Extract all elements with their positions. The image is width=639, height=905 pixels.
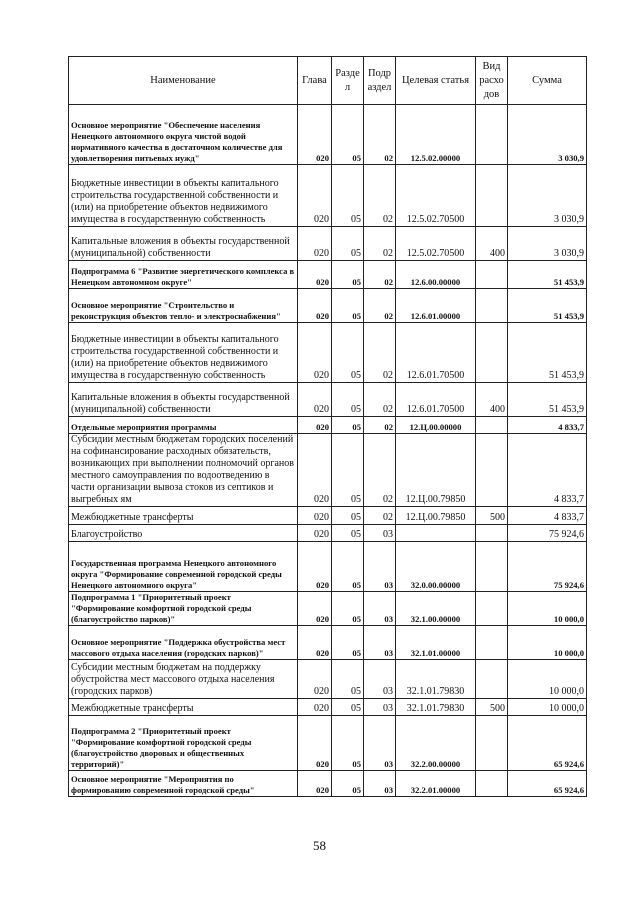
- row-section: 05: [332, 592, 364, 626]
- header-row: [69, 57, 587, 105]
- row-subsection: 03: [364, 542, 396, 592]
- row-name: Основное мероприятие "Строительство и реконструкция объектов тепло- и электроснабжения": [69, 289, 298, 323]
- row-amount: 4 833,7: [508, 434, 587, 507]
- row-type: [476, 525, 508, 542]
- row-amount: 10 000,0: [508, 592, 587, 626]
- row-amount: 4 833,7: [508, 417, 587, 434]
- row-amount: 4 833,7: [508, 507, 587, 525]
- row-section: 05: [332, 507, 364, 525]
- row-section: 05: [332, 323, 364, 383]
- row-chapter: 020: [298, 525, 332, 542]
- row-subsection: 02: [364, 507, 396, 525]
- row-target: [396, 525, 476, 542]
- row-target: 32.0.00.00000: [396, 542, 476, 592]
- row-amount: 10 000,0: [508, 660, 587, 699]
- row-section: 05: [332, 525, 364, 542]
- row-section: 05: [332, 434, 364, 507]
- table-row: [69, 105, 587, 165]
- row-type: [476, 289, 508, 323]
- row-amount: 51 453,9: [508, 383, 587, 417]
- row-name: Бюджетные инвестиции в объекты капитального строительства государственной собственности и (или) на приобретение объектов недвижимого имущества в государственную собственность: [69, 323, 298, 383]
- table-row: [69, 289, 587, 323]
- row-name: Основное мероприятие "Обеспечение населения Ненецкого автономного округа чистой водой нормативного качества в достаточном количестве для удовлетворения питьевых нужд": [69, 105, 298, 165]
- row-target: 12.Ц.00.79850: [396, 507, 476, 525]
- row-target: 12.Ц.00.79850: [396, 434, 476, 507]
- table-row: [69, 626, 587, 660]
- table-row: [69, 660, 587, 699]
- row-amount: 65 924,6: [508, 771, 587, 797]
- header-section: Разде л: [332, 57, 364, 105]
- row-subsection: 02: [364, 323, 396, 383]
- row-chapter: 020: [298, 716, 332, 771]
- row-type: [476, 771, 508, 797]
- row-section: 05: [332, 542, 364, 592]
- row-subsection: 02: [364, 417, 396, 434]
- table-row: [69, 434, 587, 507]
- row-name: Подпрограмма 1 "Приоритетный проект "Формирование комфортной городской среды (благоустройство парков)": [69, 592, 298, 626]
- row-subsection: 02: [364, 227, 396, 261]
- row-amount: 75 924,6: [508, 542, 587, 592]
- row-target: 32.1.01.79830: [396, 699, 476, 716]
- row-type: [476, 105, 508, 165]
- row-name: Субсидии местным бюджетам на поддержку обустройства мест массового отдыха населения (городских парков): [69, 660, 298, 699]
- row-subsection: 02: [364, 434, 396, 507]
- row-subsection: 03: [364, 626, 396, 660]
- row-name: Государственная программа Ненецкого автономного округа "Формирование современной городской среды Ненецкого автономного округа": [69, 542, 298, 592]
- row-name: Бюджетные инвестиции в объекты капитального строительства государственной собственности и (или) на приобретение объектов недвижимого имущества в государственную собственность: [69, 165, 298, 227]
- table-row: [69, 507, 587, 525]
- header-amount: Сумма: [508, 57, 587, 105]
- row-subsection: 03: [364, 592, 396, 626]
- row-chapter: 020: [298, 289, 332, 323]
- page-number: 58: [313, 838, 326, 853]
- header-name: Наименование: [69, 57, 298, 105]
- row-type: [476, 417, 508, 434]
- row-subsection: 02: [364, 261, 396, 289]
- row-name: Капитальные вложения в объекты государственной (муниципальной) собственности: [69, 383, 298, 417]
- row-target: 32.1.01.79830: [396, 660, 476, 699]
- row-subsection: 03: [364, 716, 396, 771]
- row-target: 12.6.00.00000: [396, 261, 476, 289]
- row-chapter: 020: [298, 383, 332, 417]
- row-section: 05: [332, 699, 364, 716]
- row-name: Субсидии местным бюджетам городских поселений на софинансирование расходных обязательств, возникающих при выполнении полномочий органов местного самоуправления по водоотведению в части организации вывоза стоков из септиков и выгребных ям: [69, 434, 298, 507]
- row-type: [476, 542, 508, 592]
- row-chapter: 020: [298, 771, 332, 797]
- table-row: [69, 323, 587, 383]
- table-row: [69, 525, 587, 542]
- row-chapter: 020: [298, 227, 332, 261]
- row-chapter: 020: [298, 660, 332, 699]
- row-type: [476, 434, 508, 507]
- row-target: 12.6.01.70500: [396, 323, 476, 383]
- row-section: 05: [332, 716, 364, 771]
- header-chapter: Глава: [298, 57, 332, 105]
- row-amount: 10 000,0: [508, 699, 587, 716]
- row-type: [476, 592, 508, 626]
- row-type: 500: [476, 699, 508, 716]
- row-type: [476, 660, 508, 699]
- row-target: 12.5.02.00000: [396, 105, 476, 165]
- row-section: 05: [332, 165, 364, 227]
- row-target: 12.6.01.00000: [396, 289, 476, 323]
- row-amount: 3 030,9: [508, 165, 587, 227]
- row-chapter: 020: [298, 542, 332, 592]
- table-row: [69, 771, 587, 797]
- row-section: 05: [332, 383, 364, 417]
- row-chapter: 020: [298, 105, 332, 165]
- row-chapter: 020: [298, 261, 332, 289]
- table-row: [69, 261, 587, 289]
- row-target: 32.2.01.00000: [396, 771, 476, 797]
- row-amount: 3 030,9: [508, 227, 587, 261]
- row-subsection: 03: [364, 771, 396, 797]
- row-chapter: 020: [298, 626, 332, 660]
- row-target: 32.2.00.00000: [396, 716, 476, 771]
- row-subsection: 03: [364, 699, 396, 716]
- table-row: [69, 227, 587, 261]
- row-name: Благоустройство: [69, 525, 298, 542]
- row-section: 05: [332, 417, 364, 434]
- row-type: [476, 626, 508, 660]
- table-row: [69, 542, 587, 592]
- row-name: Основное мероприятие "Поддержка обустройства мест массового отдыха населения (городских парков)": [69, 626, 298, 660]
- row-target: 12.5.02.70500: [396, 227, 476, 261]
- row-name: Основное мероприятие "Мероприятия по формированию современной городской среды": [69, 771, 298, 797]
- row-type: [476, 323, 508, 383]
- row-chapter: 020: [298, 417, 332, 434]
- row-section: 05: [332, 261, 364, 289]
- row-chapter: 020: [298, 165, 332, 227]
- row-target: 12.6.01.70500: [396, 383, 476, 417]
- header-subsection: Подр аздел: [364, 57, 396, 105]
- row-subsection: 02: [364, 105, 396, 165]
- row-amount: 51 453,9: [508, 289, 587, 323]
- budget-table: [68, 56, 587, 797]
- table-row: [69, 165, 587, 227]
- row-section: 05: [332, 289, 364, 323]
- row-name: Межбюджетные трансферты: [69, 507, 298, 525]
- row-subsection: 02: [364, 165, 396, 227]
- row-name: Капитальные вложения в объекты государственной (муниципальной) собственности: [69, 227, 298, 261]
- row-section: 05: [332, 105, 364, 165]
- row-amount: 3 030,9: [508, 105, 587, 165]
- row-chapter: 020: [298, 434, 332, 507]
- row-name: Отдельные мероприятия программы: [69, 417, 298, 434]
- row-section: 05: [332, 626, 364, 660]
- row-section: 05: [332, 660, 364, 699]
- row-name: Подпрограмма 2 "Приоритетный проект "Формирование комфортной городской среды (благоустройство дворовых и общественных территорий)": [69, 716, 298, 771]
- row-chapter: 020: [298, 323, 332, 383]
- row-type: [476, 261, 508, 289]
- row-section: 05: [332, 771, 364, 797]
- table-row: [69, 417, 587, 434]
- row-subsection: 03: [364, 660, 396, 699]
- row-name: Межбюджетные трансферты: [69, 699, 298, 716]
- table-row: [69, 699, 587, 716]
- table-row: [69, 383, 587, 417]
- header-target: Целевая статья: [396, 57, 476, 105]
- row-type: [476, 716, 508, 771]
- row-amount: 51 453,9: [508, 323, 587, 383]
- table-row: [69, 716, 587, 771]
- row-amount: 65 924,6: [508, 716, 587, 771]
- row-amount: 10 000,0: [508, 626, 587, 660]
- row-type: 500: [476, 507, 508, 525]
- row-amount: 51 453,9: [508, 261, 587, 289]
- row-subsection: 02: [364, 289, 396, 323]
- row-name: Подпрограмма 6 "Развитие энергетического комплекса в Ненецком автономном округе": [69, 261, 298, 289]
- row-subsection: 02: [364, 383, 396, 417]
- row-target: 32.1.00.00000: [396, 592, 476, 626]
- row-subsection: 03: [364, 525, 396, 542]
- table-row: [69, 592, 587, 626]
- row-type: 400: [476, 383, 508, 417]
- row-chapter: 020: [298, 507, 332, 525]
- row-chapter: 020: [298, 592, 332, 626]
- row-target: 12.5.02.70500: [396, 165, 476, 227]
- row-chapter: 020: [298, 699, 332, 716]
- row-section: 05: [332, 227, 364, 261]
- row-target: 12.Ц.00.00000: [396, 417, 476, 434]
- row-target: 32.1.01.00000: [396, 626, 476, 660]
- row-amount: 75 924,6: [508, 525, 587, 542]
- row-type: [476, 165, 508, 227]
- header-type: Вид расхо дов: [476, 57, 508, 105]
- row-type: 400: [476, 227, 508, 261]
